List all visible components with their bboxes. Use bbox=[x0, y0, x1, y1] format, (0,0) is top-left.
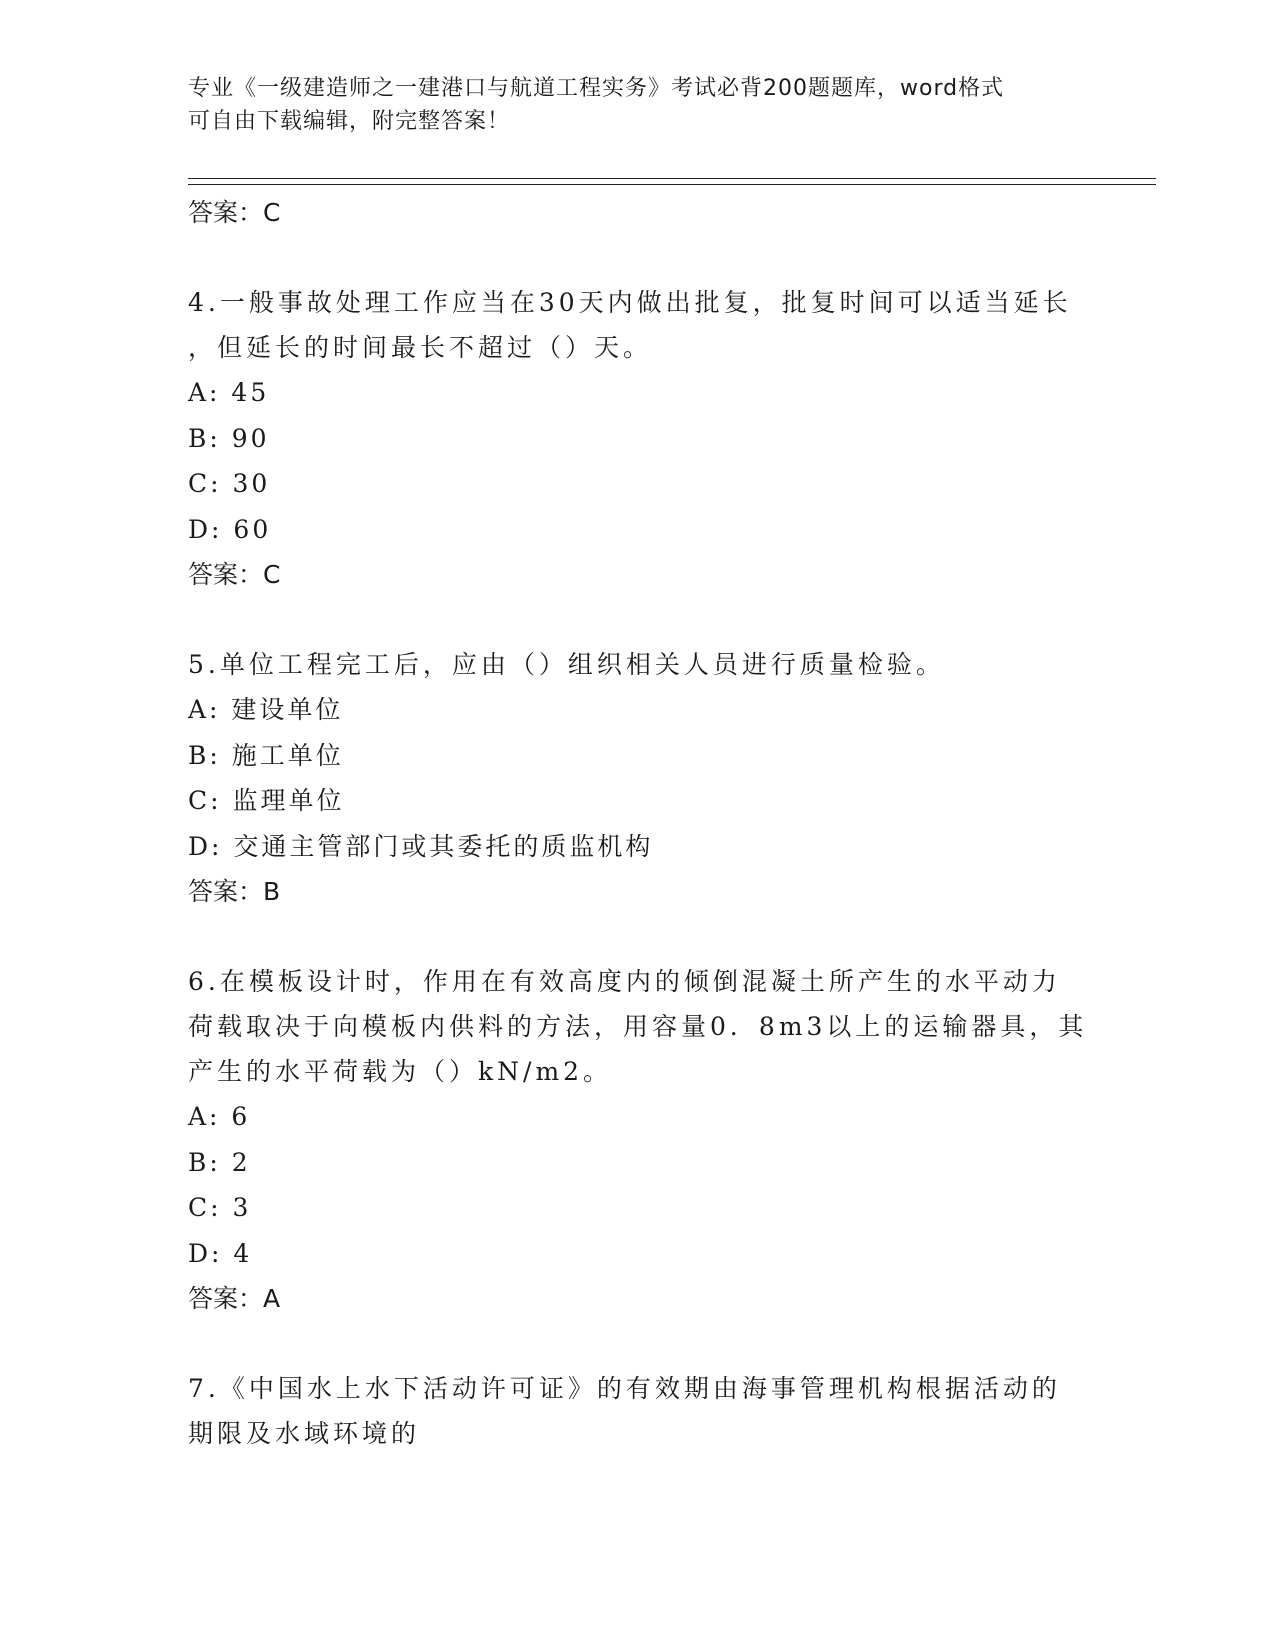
header-line-1: 专业《一级建造师之一建港口与航道工程实务》考试必背200题题库，word格式 bbox=[188, 76, 1005, 101]
option-d: D: 4 bbox=[188, 1238, 253, 1268]
answer-line: 答案：C bbox=[188, 198, 281, 227]
question-text: 产生的水平荷载为（）kN/m2。 bbox=[188, 1057, 613, 1086]
option-b: B: 2 bbox=[188, 1147, 251, 1177]
question-text: ，但延长的时间最长不超过（）天。 bbox=[188, 333, 653, 362]
option-b: B: 施工单位 bbox=[188, 740, 344, 770]
option-a: A: 建设单位 bbox=[188, 695, 344, 724]
question-5 bbox=[188, 642, 1148, 915]
option-b: B: 90 bbox=[188, 423, 270, 453]
option-d: D: 60 bbox=[188, 514, 272, 544]
answer-line: 答案：C bbox=[188, 560, 281, 589]
option-a: A: 6 bbox=[188, 1102, 251, 1131]
question-text: 5.单位工程完工后，应由（）组织相关人员进行质量检验。 bbox=[188, 650, 945, 679]
header-line-2: 可自由下载编辑，附完整答案！ bbox=[188, 109, 511, 134]
question-4 bbox=[188, 280, 1148, 598]
option-a: A: 45 bbox=[188, 378, 270, 407]
question-7 bbox=[188, 1366, 1148, 1456]
option-d: D: 交通主管部门或其委托的质监机构 bbox=[188, 831, 654, 861]
question-text: 荷载取决于向模板内供料的方法，用容量0．8m3以上的运输器具，其 bbox=[188, 1012, 1088, 1041]
option-c: C: 3 bbox=[188, 1193, 252, 1222]
option-c: C: 30 bbox=[188, 469, 271, 498]
page-header bbox=[188, 72, 1088, 138]
header-divider-bottom bbox=[188, 184, 1156, 185]
question-text: 6.在模板设计时，作用在有效高度内的倾倒混凝土所产生的水平动力 bbox=[188, 967, 1061, 996]
header-divider-top bbox=[188, 178, 1156, 179]
answer-line: 答案：B bbox=[188, 877, 281, 906]
question-text: 7.《中国水上水下活动许可证》的有效期由海事管理机构根据活动的 bbox=[188, 1374, 1061, 1403]
option-c: C: 监理单位 bbox=[188, 786, 345, 815]
question-text: 期限及水域环境的 bbox=[188, 1419, 421, 1448]
answer-line: 答案：A bbox=[188, 1284, 281, 1313]
question-text: 4.一般事故处理工作应当在30天内做出批复，批复时间可以适当延长 bbox=[188, 288, 1072, 317]
question-list bbox=[188, 190, 1148, 1456]
question-6 bbox=[188, 959, 1148, 1322]
